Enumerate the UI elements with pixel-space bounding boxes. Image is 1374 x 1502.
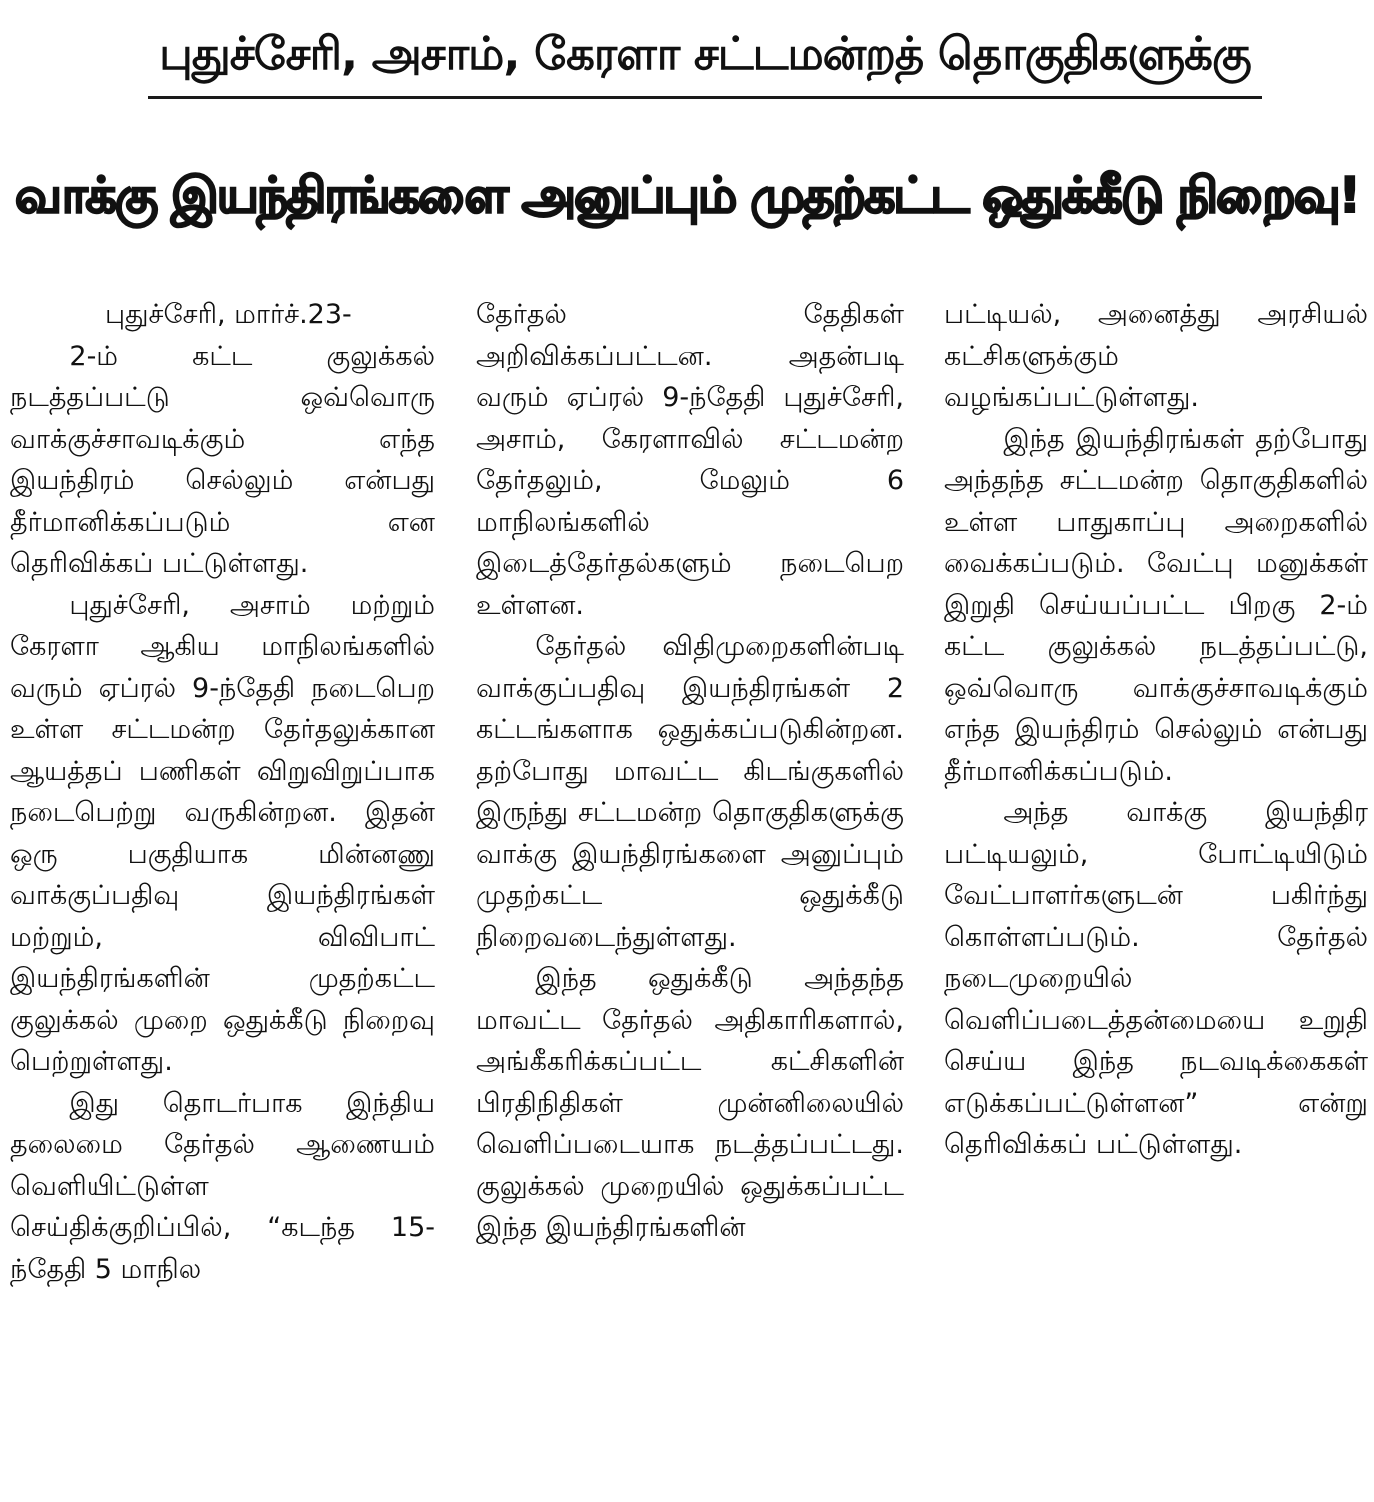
article-column-3 bbox=[944, 294, 1368, 1494]
article-column-1 bbox=[10, 294, 435, 1494]
kicker-headline: புதுச்சேரி, அசாம், கேரளா சட்டமன்றத் தொகுதிகளுக்கு bbox=[159, 27, 1251, 80]
paragraph: புதுச்சேரி, அசாம் மற்றும் கேரளா ஆகிய மாநிலங்களில் வரும் ஏப்ரல் 9-ந்தேதி நடைபெற உள்ள சட்டமன்ற தேர்தலுக்கான ஆயத்தப் பணிகள் விறுவிறுப்பாக நடைபெற்று வருகின்றன. இதன் ஒரு பகுதியாக மின்னணு வாக்குப்பதிவு இயந்திரங்கள் மற்றும், விவிபாட் இயந்திரங்களின் முதற்கட்ட குலுக்கல் முறை ஒதுக்கீடு நிறைவு பெற்றுள்ளது. bbox=[10, 589, 435, 1077]
dateline: புதுச்சேரி, மார்ச்.23- bbox=[105, 299, 352, 330]
paragraph: தேர்தல் விதிமுறைகளின்படி வாக்குப்பதிவு இயந்திரங்கள் 2 கட்டங்களாக ஒதுக்கப்படுகின்றன. தற்போது மாவட்ட கிடங்குகளில் இருந்து சட்டமன்ற தொகுதிகளுக்கு வாக்கு இயந்திரங்களை அனுப்பும் முதற்கட்ட ஒதுக்கீடு நிறைவடைந்துள்ளது. bbox=[476, 631, 904, 953]
main-headline: வாக்கு இயந்திரங்களை அனுப்பும் முதற்கட்ட ஒதுக்கீடு நிறைவு! bbox=[15, 167, 1359, 224]
paragraph: 2-ம் கட்ட குலுக்கல் நடத்தப்பட்டு ஒவ்வொரு வாக்குச்சாவடிக்கும் எந்த இயந்திரம் செல்லும் என்பது தீர்மானிக்கப்படும் என தெரிவிக்கப் பட்டுள்ளது. bbox=[10, 340, 435, 579]
paragraph: அந்த வாக்கு இயந்திர பட்டியலும், போட்டியிடும் வேட்பாளர்களுடன் பகிர்ந்து கொள்ளப்படும். தேர்தல் நடைமுறையில் வெளிப்படைத்தன்மையை உறுதி செய்ய இந்த நடவடிக்கைகள் எடுக்கப்பட்டுள்ளன” என்று தெரிவிக்கப் பட்டுள்ளது. bbox=[944, 797, 1368, 1160]
paragraph: இந்த இயந்திரங்கள் தற்போது அந்தந்த சட்டமன்ற தொகுதிகளில் உள்ள பாதுகாப்பு அறைகளில் வைக்கப்படும். வேட்பு மனுக்கள் இறுதி செய்யப்பட்ட பிறகு 2-ம் கட்ட குலுக்கல் நடத்தப்பட்டு, ஒவ்வொரு வாக்குச்சாவடிக்கும் எந்த இயந்திரம் செல்லும் என்பது தீர்மானிக்கப்படும். bbox=[944, 423, 1368, 787]
kicker-underline bbox=[148, 96, 1262, 99]
paragraph: தேர்தல் தேதிகள் அறிவிக்கப்பட்டன. அதன்படி வரும் ஏப்ரல் 9-ந்தேதி புதுச்சேரி, அசாம், கேரளாவில் சட்டமன்ற தேர்தலும், மேலும் 6 மாநிலங்களில் இடைத்தேர்தல்களும் நடைபெற உள்ளன. bbox=[476, 299, 904, 621]
paragraph: இது தொடர்பாக இந்திய தலைமை தேர்தல் ஆணையம் வெளியிட்டுள்ள செய்திக்குறிப்பில், “கடந்த 15-ந்தேதி 5 மாநில bbox=[10, 1087, 435, 1285]
paragraph: பட்டியல், அனைத்து அரசியல் கட்சிகளுக்கும் வழங்கப்பட்டுள்ளது. bbox=[944, 299, 1368, 413]
paragraph: இந்த ஒதுக்கீடு அந்தந்த மாவட்ட தேர்தல் அதிகாரிகளால், அங்கீகரிக்கப்பட்ட கட்சிகளின் பிரதிநிதிகள் முன்னிலையில் வெளிப்படையாக நடத்தப்பட்டது. குலுக்கல் முறையில் ஒதுக்கப்பட்ட இந்த இயந்திரங்களின் bbox=[476, 963, 904, 1243]
article-column-2 bbox=[476, 294, 904, 1494]
